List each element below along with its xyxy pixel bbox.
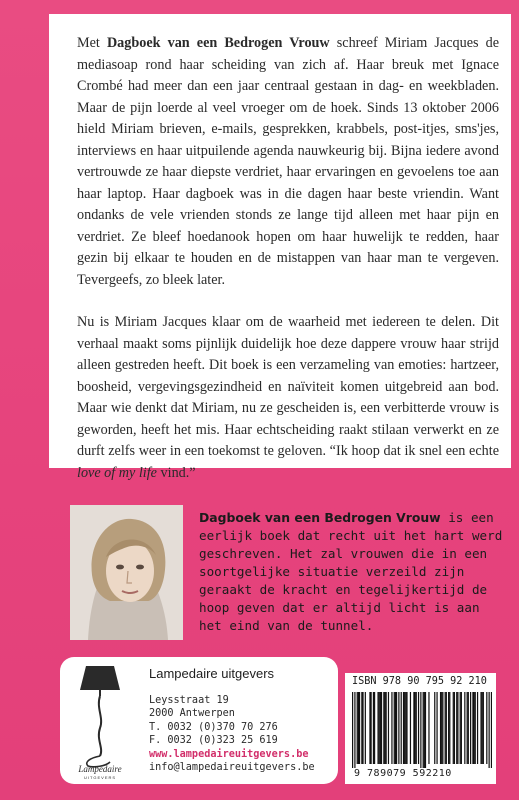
barcode-bar	[436, 692, 437, 764]
barcode-bar	[468, 692, 469, 764]
barcode-bar	[396, 692, 397, 764]
barcode-bar	[486, 692, 487, 764]
publisher-city: 2000 Antwerpen	[149, 708, 235, 720]
blurb-paragraph-2	[77, 312, 499, 484]
blurb-p1-rest: schreef Miriam Jacques de mediasoap rond haar scheiding van zich af. Haar breuk met Ignace Crombé had meer dan een jaar centraal gestaan in dag- en weekbladen. Maar de pijn loerde al veel vroeger om de hoek. Sinds 13 oktober 2006 hield Miriam brieven, e-mails, gesprekken, krabbels, post-itjes, sms'jes, interviews en haar uitpuilende agenda nauwkeurig bij. Bijna iedere avond vertrouwde ze haar diepste verdriet, haar ervaringen en gevoelens toe aan haar laptop. Haar dagboek was in die dagen haar beste vriendin. Want ondanks de vele vrienden stonds ze lange tijd alleen met haar pijn en verdriet. Ze bleef hoedanook hopen om haar huwelijk te redden, haar gezin bij elkaar te houden en de mistappen van haar man te vergeven. Tevergeefs, zo bleek later.	[77, 35, 499, 288]
barcode-bar	[420, 692, 421, 768]
barcode-bar	[373, 692, 374, 764]
barcode-bar	[453, 692, 454, 764]
barcode-bar	[483, 692, 484, 764]
barcode-bar	[401, 692, 402, 764]
barcode-bar	[434, 692, 435, 764]
barcode-bar	[442, 692, 443, 764]
barcode-bar	[379, 692, 380, 764]
blurb-p2-start: Nu is Miriam Jacques klaar om de waarheid met iedereen te delen. Dit verhaal maakt soms pijnlijk duidelijk hoe deze dappere vrouw haar strijd alleen gestreden heeft. Dit boek is een verzameling van emoties: hartzeer, boosheid, vergevingsgezindheid en naïviteit komen uitgebreid aan bod. Maar wie denkt dat Miriam, nu ze gescheiden is, een verbitterde vrouw is geworden, heeft het mis. Haar echtscheiding raakt stilaan verwerkt en ze durft zelfs weer in een toekomst te geloven. “Ik hoop dat ik snel een echte	[77, 314, 499, 459]
barcode-bar	[410, 692, 411, 764]
publisher-name: Lampedaire uitgevers	[149, 666, 275, 681]
barcode-bar	[406, 692, 407, 764]
promo-text	[199, 509, 507, 635]
barcode-bar	[386, 692, 387, 764]
author-portrait-illustration	[70, 505, 183, 640]
promo-book-title: Dagboek van een Bedrogen Vrouw	[199, 510, 441, 525]
book-title-inline: Dagboek van een Bedrogen Vrouw	[106, 35, 330, 51]
author-photo	[70, 505, 183, 640]
barcode-bar	[404, 692, 405, 764]
barcode-bar	[480, 692, 481, 764]
barcode-bar	[413, 692, 414, 764]
barcode-bar	[475, 692, 476, 764]
barcode-bar	[369, 692, 370, 764]
barcode-bar	[405, 692, 406, 764]
publisher-email-link[interactable]: info@lampedaireuitgevers.be	[149, 762, 315, 774]
barcode-bar	[403, 692, 404, 764]
ean-number: 9 789079 592210	[354, 768, 452, 779]
barcode-bar	[365, 692, 366, 764]
barcode-bar	[394, 692, 395, 764]
barcode-bar	[460, 692, 461, 764]
barcode-bar	[464, 692, 465, 764]
barcode-bar	[482, 692, 483, 764]
barcode-bar	[380, 692, 381, 764]
barcode-icon	[352, 692, 492, 768]
barcode-bar	[461, 692, 462, 764]
barcode-bar	[377, 692, 378, 764]
barcode-bar	[384, 692, 385, 764]
barcode-bar	[414, 692, 415, 764]
barcode-bar	[371, 692, 372, 764]
barcode-bar	[383, 692, 384, 764]
barcode-bar	[457, 692, 458, 764]
barcode-bar	[398, 692, 399, 764]
publisher-street: Leysstraat 19	[149, 695, 229, 706]
barcode-bar	[454, 692, 455, 764]
isbn-number: ISBN 978 90 795 92 210	[352, 676, 487, 687]
barcode-bar	[489, 692, 490, 768]
barcode-bar	[456, 692, 457, 764]
barcode-bar	[418, 692, 419, 764]
barcode-bar	[448, 692, 449, 764]
barcode-bar	[472, 692, 473, 764]
barcode-bar	[416, 692, 417, 764]
barcode-bar	[470, 692, 471, 764]
publisher-website-link[interactable]: www.lampedaireuitgevers.be	[149, 748, 309, 760]
publisher-fax: F. 0032 (0)323 25 619	[149, 735, 278, 747]
barcode-bar	[381, 692, 382, 764]
barcode-bar	[391, 692, 392, 764]
blurb-p1-start: Met	[77, 35, 107, 51]
barcode-bar	[473, 692, 474, 764]
publisher-phone: T. 0032 (0)370 70 276	[149, 721, 278, 733]
promo-body: is een eerlijk boek dat recht uit het hart werd geschreven. Het zal vrouwen die in een soortgelijke situatie verzeild zijn geraakt de kracht en tegelijkertijd de hoop geven dat er altijd licht is aan het eind van de tunnel.	[199, 510, 503, 633]
barcode-bar	[352, 692, 353, 768]
barcode-bar	[424, 692, 425, 768]
barcode-bar	[359, 692, 360, 764]
blurb-text	[77, 33, 499, 505]
barcode-bar	[358, 692, 359, 764]
barcode-bar	[467, 692, 468, 764]
logo-subtext: UITGEVERS	[83, 775, 117, 780]
barcode-bar	[425, 692, 426, 768]
blurb-p2-end: vind.”	[156, 464, 196, 481]
barcode-bar	[446, 692, 447, 764]
blurb-paragraph-1	[77, 33, 499, 291]
barcode-bar	[374, 692, 375, 764]
publisher-contact	[149, 694, 315, 774]
barcode-bar	[362, 692, 363, 764]
barcode-bar	[491, 692, 492, 768]
barcode-bar	[428, 692, 429, 764]
barcode-bar	[361, 692, 362, 764]
barcode-bar	[395, 692, 396, 764]
logo-wordmark: Lampedaire	[78, 764, 122, 774]
barcode-bar	[388, 692, 389, 764]
barcode-bar	[354, 692, 355, 768]
barcode-bar	[477, 692, 478, 764]
lamp-logo-icon	[70, 662, 130, 780]
barcode-bar	[357, 692, 358, 764]
barcode-bar	[445, 692, 446, 764]
barcode-bar	[449, 692, 450, 764]
barcode-bar	[441, 692, 442, 764]
barcode-bar	[423, 692, 424, 768]
blurb-p2-italic: love of my life	[77, 464, 157, 481]
barcode-bar	[440, 692, 441, 764]
